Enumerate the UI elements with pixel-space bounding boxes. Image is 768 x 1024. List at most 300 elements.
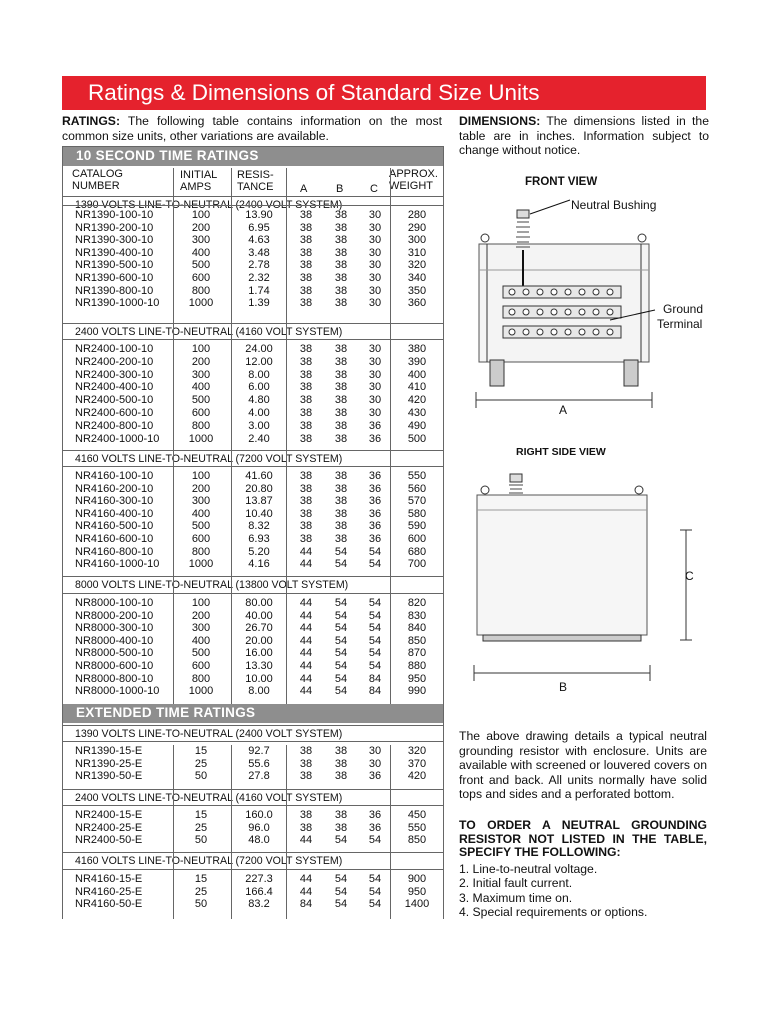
- weight-cell: 560: [407, 482, 427, 495]
- dim-c-cell: 54: [368, 545, 382, 558]
- dim-b-cell: 38: [334, 368, 348, 381]
- initial-amps-cell: 200: [191, 609, 211, 622]
- group-title: 4160 VOLTS LINE-TO-NEUTRAL (7200 VOLT SYSTEM): [75, 453, 343, 465]
- dim-c-cell: 84: [368, 672, 382, 685]
- weight-cell: 550: [407, 821, 427, 834]
- initial-amps-cell: 600: [191, 660, 211, 672]
- dim-b-cell: 38: [334, 419, 348, 432]
- dim-a-cell: 38: [299, 495, 313, 508]
- dimensions-label: DIMENSIONS:: [459, 114, 541, 128]
- order-step: 1. Line-to-neutral voltage.: [459, 862, 598, 876]
- weight-cell: 340: [407, 272, 427, 284]
- dim-b-cell: 38: [334, 507, 348, 520]
- dim-c-cell: 36: [368, 470, 382, 482]
- resistance-cell: 20.00: [245, 634, 273, 647]
- catalog-number-cell: NR1390-800-10: [75, 284, 154, 297]
- dim-c-cell: 36: [368, 821, 382, 834]
- dim-b-cell: 38: [334, 394, 348, 407]
- dim-b-cell: 54: [334, 622, 348, 635]
- initial-amps-cell: 100: [191, 470, 211, 482]
- catalog-number-cell: NR4160-25-E: [75, 885, 143, 898]
- catalog-number-cell: NR1390-600-10: [75, 272, 154, 284]
- catalog-number-cell: NR2400-50-E: [75, 834, 143, 847]
- dim-b-cell: 38: [334, 272, 348, 284]
- order-heading: TO ORDER A NEUTRAL GROUNDING RESISTOR NOT LISTED IN THE TABLE, SPECIFY THE FOLLOWING:: [459, 818, 707, 859]
- resistance-cell: 13.30: [245, 660, 273, 672]
- resistance-cell: 8.00: [248, 368, 270, 381]
- dim-c-cell: 30: [368, 757, 382, 770]
- dimensions-text: The dimensions listed in the table are in inches. Information subject to change without notice.: [459, 114, 709, 157]
- initial-amps-cell: 300: [191, 234, 211, 247]
- resistance-cell: 20.80: [245, 482, 273, 495]
- dim-a-cell: 38: [299, 368, 313, 381]
- initial-amps-cell: 600: [191, 533, 211, 545]
- dim-a-cell: 38: [299, 770, 313, 783]
- dim-b-cell: 38: [334, 495, 348, 508]
- catalog-number-cell: NR4160-1000-10: [75, 558, 160, 571]
- dim-b-cell: 38: [334, 757, 348, 770]
- dim-b-cell: 38: [334, 407, 348, 419]
- dim-b-cell: 38: [334, 821, 348, 834]
- dim-b-cell: 54: [334, 685, 348, 698]
- front-view-title: FRONT VIEW: [525, 176, 598, 188]
- dim-c-cell: 54: [368, 558, 382, 571]
- dim-a-cell: 38: [299, 507, 313, 520]
- page-title: Ratings & Dimensions of Standard Size Units: [88, 80, 540, 105]
- weight-cell: 950: [407, 672, 427, 685]
- dim-b-cell: 54: [334, 647, 348, 660]
- dim-c-cell: 54: [368, 834, 382, 847]
- group-title: 4160 VOLTS LINE-TO-NEUTRAL (7200 VOLT SYSTEM): [75, 855, 343, 867]
- weight-cell: 850: [407, 834, 427, 847]
- dim-c-cell: 36: [368, 495, 382, 508]
- dim-b-cell: 38: [334, 470, 348, 482]
- dim-c-cell: 30: [368, 246, 382, 259]
- dim-b-cell: 38: [334, 770, 348, 783]
- initial-amps-cell: 100: [191, 209, 211, 221]
- weight-cell: 900: [407, 873, 427, 885]
- dim-c-cell: 54: [368, 660, 382, 672]
- initial-amps-cell: 300: [191, 495, 211, 508]
- weight-cell: 320: [407, 745, 427, 757]
- dim-a-cell: 38: [299, 482, 313, 495]
- dim-c-cell: 30: [368, 394, 382, 407]
- group-title: 1390 VOLTS LINE-TO-NEUTRAL (2400 VOLT SYSTEM): [75, 728, 343, 740]
- initial-amps-cell: 15: [194, 873, 208, 885]
- dimension-c-label: C: [685, 569, 694, 583]
- dim-b-cell: 54: [334, 660, 348, 672]
- catalog-number-cell: NR4160-50-E: [75, 898, 143, 911]
- initial-amps-cell: 500: [191, 647, 211, 660]
- resistance-cell: 96.0: [248, 821, 270, 834]
- dim-b-cell: 38: [334, 297, 348, 310]
- dim-a-cell: 38: [299, 394, 313, 407]
- dim-a-cell: 38: [299, 745, 313, 757]
- drawing-description: The above drawing details a typical neutral grounding resistor with enclosure. Units are available with screened or louvered covers on front and back. All units normally have solid tops and sides and a perforated bottom.: [459, 729, 707, 802]
- initial-amps-cell: 500: [191, 394, 211, 407]
- weight-cell: 320: [407, 259, 427, 272]
- resistance-cell: 4.63: [248, 234, 270, 247]
- resistance-cell: 26.70: [245, 622, 273, 635]
- dim-a-cell: 38: [299, 259, 313, 272]
- catalog-number-cell: NR1390-50-E: [75, 770, 143, 783]
- catalog-number-cell: NR4160-400-10: [75, 507, 154, 520]
- terminal-label: Terminal: [657, 317, 703, 331]
- col-header-weight: APPROX. WEIGHT: [389, 168, 438, 192]
- weight-cell: 700: [407, 558, 427, 571]
- weight-cell: 420: [407, 770, 427, 783]
- dim-b-cell: 38: [334, 432, 348, 445]
- initial-amps-cell: 300: [191, 368, 211, 381]
- resistance-cell: 3.00: [248, 419, 270, 432]
- initial-amps-cell: 1000: [188, 685, 214, 698]
- dim-a-cell: 44: [299, 622, 313, 635]
- initial-amps-cell: 25: [194, 821, 208, 834]
- catalog-number-cell: NR2400-25-E: [75, 821, 143, 834]
- order-step: 2. Initial fault current.: [459, 876, 573, 891]
- dim-c-cell: 30: [368, 284, 382, 297]
- dim-c-cell: 54: [368, 647, 382, 660]
- weight-cell: 1400: [404, 898, 430, 911]
- dim-a-cell: 38: [299, 297, 313, 310]
- catalog-number-cell: NR4160-100-10: [75, 470, 154, 482]
- dim-a-cell: 38: [299, 757, 313, 770]
- weight-cell: 280: [407, 209, 427, 221]
- dim-b-cell: 38: [334, 745, 348, 757]
- weight-cell: 370: [407, 757, 427, 770]
- dim-b-cell: 54: [334, 885, 348, 898]
- order-steps: [459, 862, 709, 919]
- initial-amps-cell: 15: [194, 745, 208, 757]
- weight-cell: 990: [407, 685, 427, 698]
- col-header-resistance: RESIS-TANCE: [237, 169, 274, 193]
- dim-c-cell: 36: [368, 520, 382, 533]
- dim-b-cell: 54: [334, 634, 348, 647]
- ground-label: Ground: [663, 302, 704, 316]
- weight-cell: 600: [407, 533, 427, 545]
- weight-cell: 390: [407, 355, 427, 368]
- dim-a-cell: 38: [299, 355, 313, 368]
- initial-amps-cell: 25: [194, 757, 208, 770]
- dim-a-cell: 44: [299, 558, 313, 571]
- initial-amps-cell: 25: [194, 885, 208, 898]
- resistance-cell: 1.74: [248, 284, 270, 297]
- dim-c-cell: 54: [368, 622, 382, 635]
- catalog-number-cell: NR2400-500-10: [75, 394, 154, 407]
- initial-amps-cell: 400: [191, 634, 211, 647]
- dim-a-cell: 38: [299, 246, 313, 259]
- initial-amps-cell: 50: [194, 834, 208, 847]
- catalog-number-cell: NR4160-800-10: [75, 545, 154, 558]
- catalog-number-cell: NR1390-15-E: [75, 745, 143, 757]
- resistance-cell: 160.0: [245, 809, 273, 821]
- dim-b-cell: 38: [334, 520, 348, 533]
- catalog-number-cell: NR2400-300-10: [75, 368, 154, 381]
- catalog-number-cell: NR8000-1000-10: [75, 685, 160, 698]
- resistance-cell: 24.00: [245, 343, 273, 355]
- dim-a-cell: 44: [299, 634, 313, 647]
- dim-b-cell: 54: [334, 558, 348, 571]
- initial-amps-cell: 50: [194, 770, 208, 783]
- resistance-cell: 2.32: [248, 272, 270, 284]
- dim-c-cell: 30: [368, 343, 382, 355]
- dimension-b-label: B: [559, 680, 568, 694]
- dim-b-cell: 54: [334, 672, 348, 685]
- group-title: 2400 VOLTS LINE-TO-NEUTRAL (4160 VOLT SYSTEM): [75, 326, 343, 338]
- initial-amps-cell: 400: [191, 507, 211, 520]
- weight-cell: 820: [407, 597, 427, 609]
- col-header-a: A: [300, 183, 308, 195]
- dim-c-cell: 30: [368, 745, 382, 757]
- dim-a-cell: 44: [299, 609, 313, 622]
- weight-cell: 880: [407, 660, 427, 672]
- weight-cell: 380: [407, 343, 427, 355]
- catalog-number-cell: NR2400-1000-10: [75, 432, 160, 445]
- initial-amps-cell: 600: [191, 272, 211, 284]
- dim-b-cell: 38: [334, 259, 348, 272]
- side-view-drawing: [474, 474, 692, 681]
- neutral-bushing-label: Neutral Bushing: [571, 198, 657, 212]
- catalog-number-cell: NR8000-600-10: [75, 660, 154, 672]
- dim-b-cell: 54: [334, 597, 348, 609]
- dim-c-cell: 30: [368, 272, 382, 284]
- catalog-number-cell: NR1390-300-10: [75, 234, 154, 247]
- resistance-cell: 4.80: [248, 394, 270, 407]
- weight-cell: 870: [407, 647, 427, 660]
- ratings-label: RATINGS:: [62, 114, 120, 128]
- weight-cell: 420: [407, 394, 427, 407]
- resistance-cell: 92.7: [248, 745, 270, 757]
- weight-cell: 570: [407, 495, 427, 508]
- dim-b-cell: 54: [334, 545, 348, 558]
- dim-a-cell: 44: [299, 647, 313, 660]
- dim-b-cell: 38: [334, 343, 348, 355]
- dim-c-cell: 30: [368, 368, 382, 381]
- dim-b-cell: 38: [334, 234, 348, 247]
- dim-c-cell: 36: [368, 507, 382, 520]
- col-header-c: C: [370, 183, 378, 195]
- resistance-cell: 55.6: [248, 757, 270, 770]
- side-view-title: RIGHT SIDE VIEW: [516, 446, 606, 458]
- resistance-cell: 4.16: [248, 558, 270, 571]
- dim-c-cell: 30: [368, 209, 382, 221]
- catalog-number-cell: NR1390-200-10: [75, 221, 154, 234]
- dim-b-cell: 38: [334, 533, 348, 545]
- dim-b-cell: 38: [334, 482, 348, 495]
- dim-a-cell: 38: [299, 809, 313, 821]
- dim-c-cell: 54: [368, 873, 382, 885]
- dimension-a-label: A: [559, 403, 568, 417]
- catalog-number-cell: NR2400-800-10: [75, 419, 154, 432]
- col-header-catalog: CATALOG NUMBER: [72, 168, 123, 192]
- initial-amps-cell: 400: [191, 381, 211, 394]
- dim-b-cell: 54: [334, 898, 348, 911]
- group-title: 1390 VOLTS LINE-TO-NEUTRAL (2400 VOLT SYSTEM): [75, 199, 343, 211]
- dim-c-cell: 30: [368, 407, 382, 419]
- weight-cell: 500: [407, 432, 427, 445]
- resistance-cell: 1.39: [248, 297, 270, 310]
- dim-a-cell: 38: [299, 533, 313, 545]
- weight-cell: 290: [407, 221, 427, 234]
- catalog-number-cell: NR8000-500-10: [75, 647, 154, 660]
- initial-amps-cell: 200: [191, 221, 211, 234]
- weight-cell: 830: [407, 609, 427, 622]
- dim-a-cell: 38: [299, 272, 313, 284]
- catalog-number-cell: NR2400-15-E: [75, 809, 143, 821]
- initial-amps-cell: 300: [191, 622, 211, 635]
- catalog-number-cell: NR4160-15-E: [75, 873, 143, 885]
- weight-cell: 450: [407, 809, 427, 821]
- weight-cell: 310: [407, 246, 427, 259]
- dim-a-cell: 38: [299, 419, 313, 432]
- dim-a-cell: 44: [299, 597, 313, 609]
- initial-amps-cell: 800: [191, 419, 211, 432]
- dim-c-cell: 30: [368, 355, 382, 368]
- col-header-b: B: [336, 183, 344, 195]
- weight-cell: 490: [407, 419, 427, 432]
- initial-amps-cell: 200: [191, 355, 211, 368]
- weight-cell: 400: [407, 368, 427, 381]
- weight-cell: 550: [407, 470, 427, 482]
- resistance-cell: 3.48: [248, 246, 270, 259]
- initial-amps-cell: 500: [191, 520, 211, 533]
- dim-a-cell: 44: [299, 885, 313, 898]
- initial-amps-cell: 800: [191, 672, 211, 685]
- resistance-cell: 6.00: [248, 381, 270, 394]
- initial-amps-cell: 15: [194, 809, 208, 821]
- col-header-amps: INITIAL AMPS: [180, 169, 217, 193]
- dim-b-cell: 38: [334, 284, 348, 297]
- catalog-number-cell: NR2400-600-10: [75, 407, 154, 419]
- dim-a-cell: 38: [299, 209, 313, 221]
- resistance-cell: 227.3: [245, 873, 273, 885]
- resistance-cell: 48.0: [248, 834, 270, 847]
- order-step: 4. Special requirements or options.: [459, 904, 648, 919]
- dim-c-cell: 54: [368, 885, 382, 898]
- resistance-cell: 4.00: [248, 407, 270, 419]
- dim-b-cell: 38: [334, 809, 348, 821]
- dim-a-cell: 44: [299, 672, 313, 685]
- dim-c-cell: 54: [368, 597, 382, 609]
- dim-b-cell: 38: [334, 209, 348, 221]
- catalog-number-cell: NR1390-100-10: [75, 209, 154, 221]
- catalog-number-cell: NR8000-200-10: [75, 609, 154, 622]
- dim-a-cell: 38: [299, 470, 313, 482]
- dim-c-cell: 30: [368, 381, 382, 394]
- dim-a-cell: 38: [299, 284, 313, 297]
- weight-cell: 410: [407, 381, 427, 394]
- ratings-text: The following table contains information on the most common size units, other variations are available.: [62, 114, 442, 143]
- dim-c-cell: 30: [368, 259, 382, 272]
- weight-cell: 300: [407, 234, 427, 247]
- catalog-number-cell: NR8000-300-10: [75, 622, 154, 635]
- resistance-cell: 13.90: [245, 209, 273, 221]
- catalog-number-cell: NR4160-300-10: [75, 495, 154, 508]
- resistance-cell: 6.95: [248, 221, 270, 234]
- dim-a-cell: 84: [299, 898, 313, 911]
- initial-amps-cell: 1000: [188, 297, 214, 310]
- initial-amps-cell: 100: [191, 597, 211, 609]
- resistance-cell: 10.40: [245, 507, 273, 520]
- dim-c-cell: 36: [368, 533, 382, 545]
- resistance-cell: 6.93: [248, 533, 270, 545]
- weight-cell: 360: [407, 297, 427, 310]
- weight-cell: 850: [407, 634, 427, 647]
- dim-c-cell: 36: [368, 809, 382, 821]
- dim-b-cell: 54: [334, 609, 348, 622]
- dim-c-cell: 36: [368, 419, 382, 432]
- dim-c-cell: 54: [368, 609, 382, 622]
- initial-amps-cell: 1000: [188, 558, 214, 571]
- dim-a-cell: 38: [299, 234, 313, 247]
- section-header-ten-second: 10 SECOND TIME RATINGS: [63, 147, 443, 166]
- dim-a-cell: 38: [299, 432, 313, 445]
- dim-a-cell: 44: [299, 545, 313, 558]
- catalog-number-cell: NR2400-200-10: [75, 355, 154, 368]
- weight-cell: 950: [407, 885, 427, 898]
- initial-amps-cell: 400: [191, 246, 211, 259]
- dim-a-cell: 38: [299, 381, 313, 394]
- initial-amps-cell: 600: [191, 407, 211, 419]
- dim-a-cell: 44: [299, 685, 313, 698]
- dim-c-cell: 54: [368, 898, 382, 911]
- dim-a-cell: 44: [299, 873, 313, 885]
- resistance-cell: 40.00: [245, 609, 273, 622]
- initial-amps-cell: 200: [191, 482, 211, 495]
- catalog-number-cell: NR1390-500-10: [75, 259, 154, 272]
- dim-c-cell: 54: [368, 634, 382, 647]
- dim-c-cell: 30: [368, 221, 382, 234]
- resistance-cell: 13.87: [245, 495, 273, 508]
- resistance-cell: 10.00: [245, 672, 273, 685]
- initial-amps-cell: 1000: [188, 432, 214, 445]
- catalog-number-cell: NR8000-800-10: [75, 672, 154, 685]
- dim-b-cell: 38: [334, 381, 348, 394]
- catalog-number-cell: NR2400-400-10: [75, 381, 154, 394]
- initial-amps-cell: 100: [191, 343, 211, 355]
- initial-amps-cell: 800: [191, 545, 211, 558]
- dim-a-cell: 38: [299, 343, 313, 355]
- catalog-number-cell: NR4160-500-10: [75, 520, 154, 533]
- weight-cell: 430: [407, 407, 427, 419]
- front-view-drawing: [476, 200, 655, 408]
- resistance-cell: 2.40: [248, 432, 270, 445]
- dim-c-cell: 30: [368, 234, 382, 247]
- resistance-cell: 83.2: [248, 898, 270, 911]
- weight-cell: 350: [407, 284, 427, 297]
- resistance-cell: 16.00: [245, 647, 273, 660]
- resistance-cell: 41.60: [245, 470, 273, 482]
- weight-cell: 590: [407, 520, 427, 533]
- dim-b-cell: 54: [334, 834, 348, 847]
- dim-a-cell: 44: [299, 834, 313, 847]
- resistance-cell: 12.00: [245, 355, 273, 368]
- catalog-number-cell: NR4160-600-10: [75, 533, 154, 545]
- initial-amps-cell: 500: [191, 259, 211, 272]
- catalog-number-cell: NR1390-400-10: [75, 246, 154, 259]
- resistance-cell: 2.78: [248, 259, 270, 272]
- dim-b-cell: 38: [334, 221, 348, 234]
- dim-b-cell: 54: [334, 873, 348, 885]
- dim-c-cell: 36: [368, 770, 382, 783]
- weight-cell: 680: [407, 545, 427, 558]
- section-header-extended: EXTENDED TIME RATINGS: [63, 704, 443, 723]
- dim-a-cell: 38: [299, 221, 313, 234]
- weight-cell: 840: [407, 622, 427, 635]
- dim-c-cell: 36: [368, 482, 382, 495]
- catalog-number-cell: NR1390-1000-10: [75, 297, 160, 310]
- dim-a-cell: 38: [299, 407, 313, 419]
